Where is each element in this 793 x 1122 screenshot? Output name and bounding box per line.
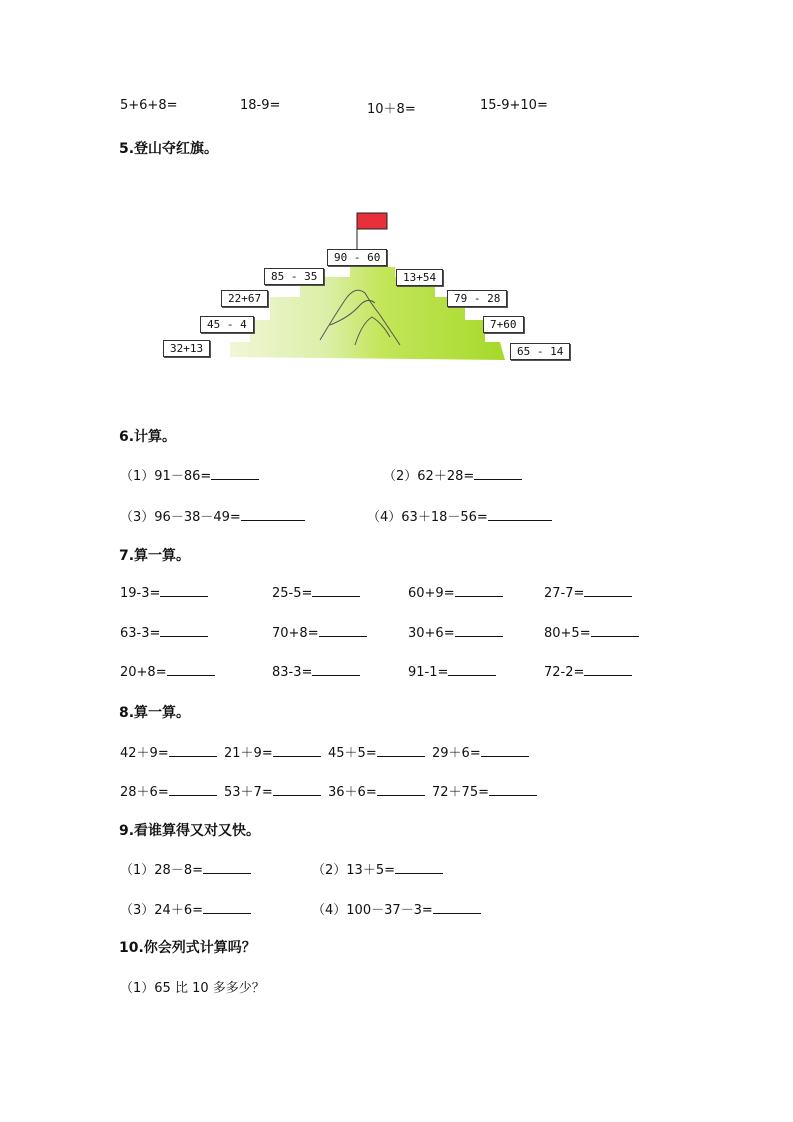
flag [357,213,387,229]
q7-title: 7.算一算。 [119,548,191,564]
q6-item-1 [120,465,259,484]
q5-title: 5.登山夺红旗。 [119,141,219,157]
q6-item-1-text: （1）91－86= [120,469,212,484]
mountain-figure [150,205,600,380]
answer-blank[interactable] [312,663,360,676]
q7-item [120,584,208,601]
q8-item [120,742,217,761]
q9-item-2-text: （2）13＋5= [312,863,395,878]
answer-blank[interactable] [591,624,639,637]
answer-blank[interactable] [488,508,552,521]
q7-expr: 25-5= [272,586,313,601]
answer-blank[interactable] [160,624,208,637]
box-79-28: 79 - 28 [447,290,507,307]
answer-blank[interactable] [584,663,632,676]
q9-item-1 [120,859,251,878]
q6-item-3-text: （3）96－38－49= [120,510,241,525]
q8-item [328,742,425,761]
box-32-13: 32+13 [163,340,210,357]
q7-item [272,624,367,641]
q9-item-1-text: （1）28－8= [120,863,203,878]
q7-expr: 20+8= [120,665,167,680]
q6-title: 6.计算。 [119,429,177,445]
answer-blank[interactable] [273,744,321,757]
q8-title: 8.算一算。 [119,705,191,721]
answer-blank[interactable] [273,783,321,796]
answer-blank[interactable] [584,584,632,597]
q6-item-4 [367,506,552,525]
answer-blank[interactable] [455,584,503,597]
q8-expr: 29＋6= [432,746,481,761]
q7-item [120,624,208,641]
q9-title: 9.看谁算得又对又快。 [119,823,261,839]
answer-blank[interactable] [241,508,305,521]
box-65-14: 65 - 14 [510,343,570,360]
answer-blank[interactable] [169,783,217,796]
q9-item-2 [312,859,443,878]
q8-expr: 72＋75= [432,785,489,800]
q9-item-3-text: （3）24＋6= [120,903,203,918]
answer-blank[interactable] [203,861,251,874]
q8-item [224,781,321,800]
q7-item [120,663,215,680]
q7-item [408,624,503,641]
answer-blank[interactable] [160,584,208,597]
answer-blank[interactable] [319,624,367,637]
box-13-54: 13+54 [396,269,443,286]
answer-blank[interactable] [169,744,217,757]
answer-blank[interactable] [433,901,481,914]
q8-expr: 28＋6= [120,785,169,800]
q6-item-4-text: （4）63＋18－56= [367,510,488,525]
answer-blank[interactable] [377,744,425,757]
box-7-60: 7+60 [483,316,524,333]
box-85-35: 85 - 35 [264,268,324,285]
q7-expr: 83-3= [272,665,313,680]
q10-item-1: （1）65 比 10 多多少？ [120,981,265,996]
q8-item [432,781,537,800]
answer-blank[interactable] [203,901,251,914]
q8-expr: 21＋9= [224,746,273,761]
top-expr-4: 15-9+10= [480,98,548,113]
q7-expr: 70+8= [272,626,319,641]
top-expr-1: 5+6+8= [120,98,178,113]
answer-blank[interactable] [474,467,522,480]
q7-expr: 72-2= [544,665,585,680]
q8-expr: 53＋7= [224,785,273,800]
top-expr-2: 18-9= [240,98,281,113]
q8-expr: 36＋6= [328,785,377,800]
q8-expr: 45＋5= [328,746,377,761]
q7-item [408,663,496,680]
answer-blank[interactable] [312,584,360,597]
answer-blank[interactable] [167,663,215,676]
answer-blank[interactable] [455,624,503,637]
q7-expr: 30+6= [408,626,455,641]
q7-item [272,663,360,680]
q7-expr: 80+5= [544,626,591,641]
q7-expr: 91-1= [408,665,449,680]
q10-title: 10.你会列式计算吗？ [119,940,256,956]
q7-expr: 27-7= [544,586,585,601]
q8-expr: 42＋9= [120,746,169,761]
q7-item [544,663,632,680]
q7-expr: 63-3= [120,626,161,641]
q9-item-4 [312,899,481,918]
answer-blank[interactable] [481,744,529,757]
q9-item-4-text: （4）100－37－3= [312,903,433,918]
q7-expr: 19-3= [120,586,161,601]
q7-item [272,584,360,601]
answer-blank[interactable] [211,467,259,480]
box-45-4: 45 - 4 [200,316,254,333]
answer-blank[interactable] [377,783,425,796]
q6-item-2-text: （2）62＋28= [383,469,475,484]
answer-blank[interactable] [395,861,443,874]
answer-blank[interactable] [448,663,496,676]
q7-item [408,584,503,601]
box-22-67: 22+67 [221,290,268,307]
q8-item [224,742,321,761]
q8-item [328,781,425,800]
q7-item [544,624,639,641]
answer-blank[interactable] [489,783,537,796]
q8-item [120,781,217,800]
top-expr-3: 10＋8= [367,102,416,117]
box-90-60: 90 - 60 [327,249,387,266]
q8-item [432,742,529,761]
q7-expr: 60+9= [408,586,455,601]
q9-item-3 [120,899,251,918]
q6-item-2 [383,465,522,484]
q7-item [544,584,632,601]
q6-item-3 [120,506,305,525]
